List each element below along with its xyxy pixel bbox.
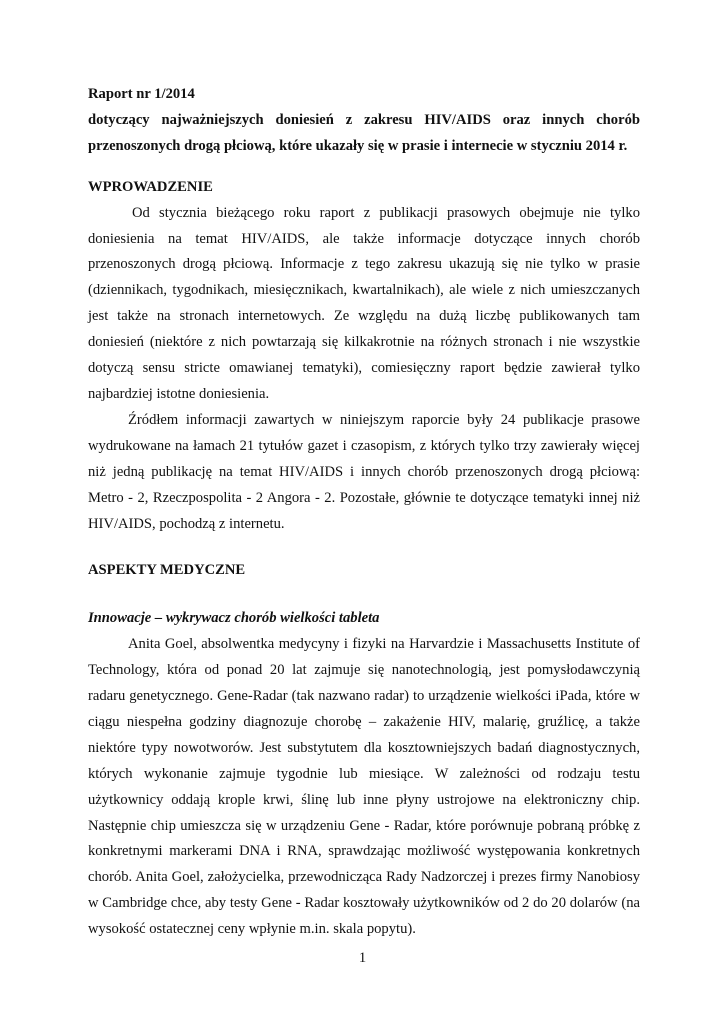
intro-paragraph-1: Od stycznia bieżącego roku raport z publikacji prasowych obejmuje nie tylko doniesienia na temat HIV/AIDS, ale także informacje dotyczące innych chorób przenoszonych drogą płciową. Informacje z tego zakresu ukazują się nie tylko w prasie (dziennikach, tygodnikach, miesięcznikach, kwartalnikach), ale wiele z nich umieszczanych jest także na stronach internetowych. Ze względu na dużą liczbę publikowanych tam doniesień (niektóre z nich powtarzają się kilkakrotnie na różnych stronach i nie wszystkie dotyczą sensu stricte omawianej tematyki), comiesięczny raport będzie zawierał tylko najbardziej istotne doniesienia.: [88, 204, 640, 402]
article-title: Innowacje – wykrywacz chorób wielkości tableta: [88, 610, 380, 627]
document-page: [88, 82, 640, 943]
report-number: Raport nr 1/2014: [88, 86, 195, 102]
intro-paragraph-2: Źródłem informacji zawartych w niniejszym raporcie były 24 publikacje prasowe wydrukowane na łamach 21 tytułów gazet i czasopism, z których tylko trzy zawierały więcej niż jedną publikację na temat HIV/AIDS i innych chorób przenoszonych drogą płciową: Metro - 2, Rzeczpospolita - 2 Angora - 2. Pozostałe, głównie te dotyczące tematyki innej niż HIV/AIDS, pochodzą z internetu.: [88, 411, 640, 532]
article-body: Anita Goel, absolwentka medycyny i fizyki na Harvardzie i Massachusetts Institute of Technology, która od ponad 20 lat zajmuje się nanotechnologią, jest pomysłodawczynią radaru genetycznego. Gene-Radar (tak nazwano radar) to urządzenie wielkości iPada, które w ciągu niespełna godziny diagnozuje chorobę – zakażenie HIV, malarię, gruźlicę, a także niektóre typy nowotworów. Jest substytutem dla kosztowniejszych badań diagnostycznych, których wykonanie zajmuje tygodnie lub miesiące. W zależności od rodzaju testu użytkownicy oddają krople krwi, ślinę lub inne płyny ustrojowe na elektroniczny chip. Następnie chip umieszcza się w urządzeniu Gene - Radar, które porównuje pobraną próbkę z konkretnymi markerami DNA i RNA, sprawdzając możliwość występowania konkretnych chorób. Anita Goel, założycielka, przewodnicząca Rady Nadzorczej i prezes firmy Nanobiosy w Cambridge chce, aby testy Gene - Radar kosztowały użytkowników od 2 do 20 dolarów (na wysokość ostatecznej ceny wpłynie m.in. skala popytu).: [88, 636, 640, 938]
report-subtitle: dotyczący najważniejszych doniesień z zakresu HIV/AIDS oraz innych chorób przenoszonych drogą płciową, które ukazały się w prasie i internecie w styczniu 2014 r.: [88, 111, 640, 154]
section-heading-intro: WPROWADZENIE: [88, 178, 213, 195]
section-heading-medical: ASPEKTY MEDYCZNE: [88, 562, 246, 579]
page-number: 1: [358, 950, 367, 966]
